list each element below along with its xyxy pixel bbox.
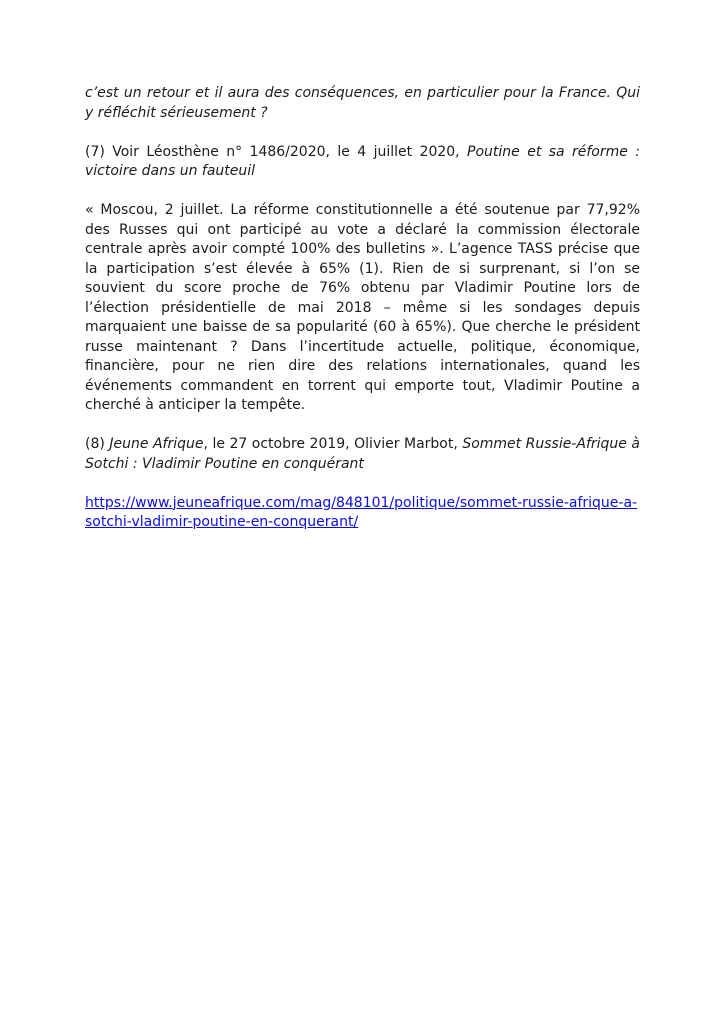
footnote-7 [85,143,640,182]
footnote-8-reference-text: , le 27 octobre 2019, Olivier Marbot, [203,436,463,452]
quote-paragraph: « Moscou, 2 juillet. La réforme constitutionnelle a été soutenue par 77,92% des Russes qui ont participé au vote a déclaré la commission électorale centrale après avoir compté 100% des bulletins ». L’agence TASS précise que la participation s’est élevée à 65% (1). Rien de si surprenant, si l’on se souvient du score proche de 76% obtenu par Vladimir Poutine lors de l’élection présidentielle de mai 2018 – même si les sondages depuis marquaient une baisse de sa popularité (60 à 65%). Que cherche le président russe maintenant ? Dans l’incertitude actuelle, politique, économique, financière, pour ne rien dire des relations internationales, quand les événements commandent en torrent qui emporte tout, Vladimir Poutine a cherché à anticiper la tempête. [85,202,640,413]
link-paragraph [85,494,640,533]
footnote-7-reference-text: (7) Voir Léosthène n° 1486/2020, le 4 juillet 2020, [85,143,468,160]
footnote-8-article-title: Sommet Russie-Afrique à Sotchi : Vladimir Poutine en conquérant [85,436,641,472]
document-page [85,84,640,552]
footnote-8-source: Jeune Afrique [109,436,204,452]
article-hyperlink[interactable]: https://www.jeuneafrique.com/mag/848101/politique/sommet-russie-afrique-a-sotchi-vladimir-poutine-en-conquerant/ [85,494,638,530]
intro-paragraph: c’est un retour et il aura des conséquences, en particulier pour la France. Qui y réfléchit sérieusement ? [85,85,640,121]
footnote-7-article-title: Poutine et sa réforme : victoire dans un fauteuil [85,143,640,179]
footnote-8 [85,435,640,474]
footnote-8-number: (8) [85,436,110,452]
